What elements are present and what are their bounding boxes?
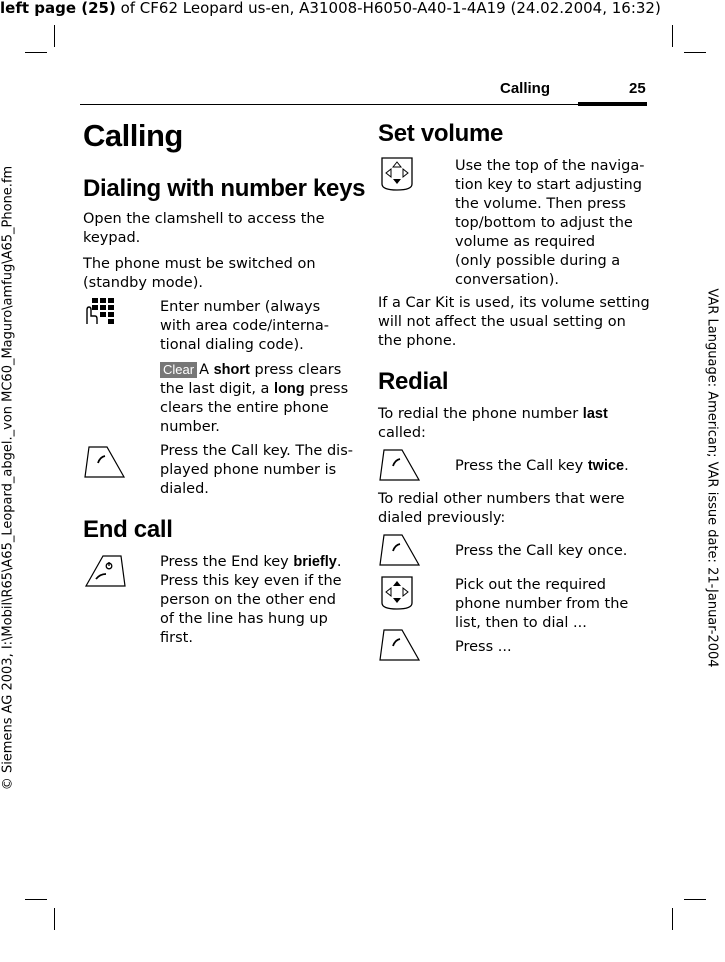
text-run: press clears xyxy=(249,362,342,378)
bold-word: twice xyxy=(587,458,625,474)
crop-mark xyxy=(25,899,47,900)
crop-mark xyxy=(672,25,673,47)
print-header-page: left page (25) xyxy=(0,0,116,17)
press-instruction: Press ... xyxy=(455,639,512,655)
pick-number-instruction xyxy=(455,576,628,633)
text-run: the last digit, a xyxy=(160,381,275,397)
text-line: If a Car Kit is used, its volume setting xyxy=(378,295,650,311)
redial-heading: Redial xyxy=(378,368,449,395)
end-call-instruction xyxy=(160,553,342,648)
nav-key-icon xyxy=(379,574,415,612)
text-line: (only possible during a xyxy=(455,253,621,269)
text-line: tional dialing code). xyxy=(160,337,304,353)
dialing-heading: Dialing with number keys xyxy=(83,175,366,202)
clear-key: Clear xyxy=(160,362,197,378)
end-call-heading: End call xyxy=(83,516,173,543)
dialing-standby-text xyxy=(83,255,316,293)
call-key-instruction xyxy=(160,442,353,499)
text-line: phone number from the xyxy=(455,596,629,612)
crop-mark xyxy=(25,52,47,53)
crop-mark xyxy=(684,899,706,900)
text-line: will not affect the usual setting on xyxy=(378,314,626,330)
text-line: Open the clamshell to access the xyxy=(83,211,325,227)
text-line: of the line has hung up xyxy=(160,611,328,627)
text-line: the volume. Then press xyxy=(455,196,626,212)
text-line xyxy=(160,553,342,572)
text-line: Press the Call key. The dis- xyxy=(160,443,353,459)
text-run: . xyxy=(336,554,342,570)
text-run: To redial the phone number xyxy=(378,406,583,422)
call-key-icon xyxy=(378,627,422,663)
text-line: dialed previously: xyxy=(378,510,506,526)
text-line: top/bottom to adjust the xyxy=(455,215,633,231)
text-line: played phone number is xyxy=(160,462,337,478)
redial-other-intro xyxy=(378,490,625,528)
page-number: 25 xyxy=(629,80,646,97)
print-header xyxy=(0,0,661,17)
text-line: called: xyxy=(378,425,426,441)
redial-once-instruction: Press the Call key once. xyxy=(455,543,628,559)
text-line xyxy=(160,361,348,380)
bold-word: last xyxy=(582,406,608,422)
set-volume-heading: Set volume xyxy=(378,120,504,147)
bold-word: briefly xyxy=(293,554,337,570)
chapter-title: Calling xyxy=(83,118,183,153)
text-line: with area code/interna- xyxy=(160,318,330,334)
text-run: press xyxy=(304,381,349,397)
print-header-info: of CF62 Leopard us-en, A31008-H6050-A40-1-4A19 (24.02.2004, 16:32) xyxy=(115,0,661,17)
text-line xyxy=(378,405,608,424)
header-rule xyxy=(80,104,647,105)
text-line: conversation). xyxy=(455,272,559,288)
text-line: To redial other numbers that were xyxy=(378,491,625,507)
car-kit-note xyxy=(378,294,650,351)
bold-word: short xyxy=(213,362,250,378)
text-line: Enter number (always xyxy=(160,299,321,315)
keypad-icon xyxy=(84,296,116,326)
text-run: . xyxy=(624,458,629,474)
text-line: The phone must be switched on xyxy=(83,256,316,272)
text-line: keypad. xyxy=(83,230,141,246)
text-run: A xyxy=(199,362,214,378)
text-line: first. xyxy=(160,630,193,646)
text-line: list, then to dial ... xyxy=(455,615,587,631)
copyright-path-note: © Siemens AG 2003, I:\Mobil\R65\A65_Leopard_abgel._von MC60_Maguro\amfug\A65_Phone.fm xyxy=(0,165,16,791)
crop-mark xyxy=(54,908,55,930)
crop-mark xyxy=(54,25,55,47)
clear-key-instruction xyxy=(160,361,348,437)
keypad-instruction xyxy=(160,298,329,355)
nav-key-icon xyxy=(379,155,415,193)
call-key-icon xyxy=(378,447,422,483)
text-line: Press this key even if the xyxy=(160,573,342,589)
crop-mark xyxy=(684,52,706,53)
text-line xyxy=(160,380,348,399)
text-run: Press the Call key xyxy=(455,458,588,474)
end-key-icon xyxy=(83,553,127,589)
text-line: the phone. xyxy=(378,333,457,349)
text-line: Pick out the required xyxy=(455,577,606,593)
text-line: Use the top of the naviga- xyxy=(455,158,645,174)
redial-last-instruction xyxy=(455,457,629,476)
var-language-note: VAR Language: American; VAR issue date: 21-Januar-2004 xyxy=(704,288,720,668)
volume-instruction xyxy=(455,157,644,290)
text-line: volume as required xyxy=(455,234,596,250)
text-run: Press the End key xyxy=(160,554,294,570)
bold-word: long xyxy=(274,381,305,397)
call-key-icon xyxy=(378,532,422,568)
text-line: clears the entire phone xyxy=(160,400,329,416)
dialing-open-text xyxy=(83,210,325,248)
redial-intro xyxy=(378,405,608,443)
running-title: Calling xyxy=(500,80,551,97)
text-line: tion key to start adjusting xyxy=(455,177,642,193)
text-line: dialed. xyxy=(160,481,209,497)
text-line: (standby mode). xyxy=(83,275,203,291)
header-tab xyxy=(578,102,647,106)
text-line: number. xyxy=(160,419,220,435)
call-key-icon xyxy=(83,444,127,480)
text-line: person on the other end xyxy=(160,592,336,608)
crop-mark xyxy=(672,908,673,930)
